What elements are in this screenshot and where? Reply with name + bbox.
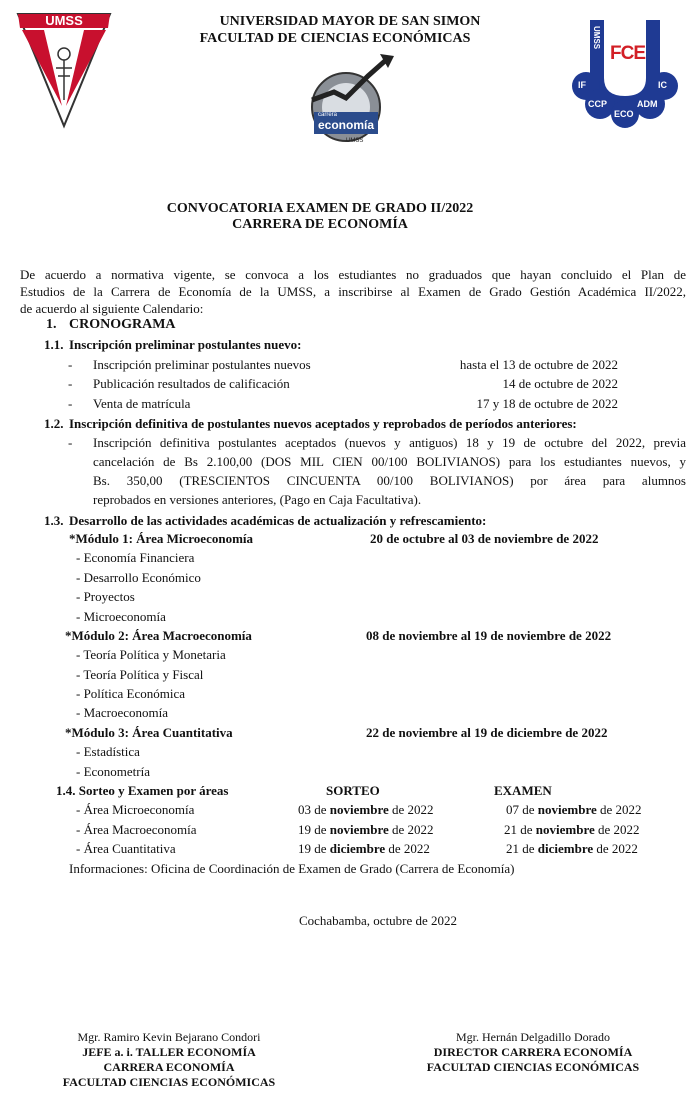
section-1-2-title: Inscripción definitiva de postulantes nuevos aceptados y reprobados de períodos anteriores:: [69, 416, 577, 431]
fce-logo-adm: ADM: [637, 99, 658, 109]
module-3-title: *Módulo 3: Área Cuantitativa: [65, 725, 233, 740]
fce-logo-umss: UMSS: [592, 26, 601, 50]
module-1-item: - Microeconomía: [76, 609, 166, 624]
section-1-4-title: 1.4. Sorteo y Examen por áreas: [56, 783, 229, 798]
fce-logo-ic: IC: [658, 80, 667, 90]
module-1-title: *Módulo 1: Área Microeconomía: [69, 531, 254, 546]
module-2-dates: 08 de noviembre al 19 de noviembre de 2022: [366, 628, 612, 643]
module-2-item: - Macroeconomía: [76, 705, 169, 720]
intro-line1: De acuerdo a normativa vigente, se convoca a los estudiantes no graduados que hayan concluido el Plan de: [20, 267, 686, 282]
col-examen-header: EXAMEN: [494, 783, 552, 798]
section-1-3-title: Desarrollo de las actividades académicas de actualización y refrescamiento:: [69, 513, 487, 528]
s12-dash: -: [68, 435, 73, 450]
section-1-1-number: 1.1.: [44, 337, 64, 352]
s11-item2-date: 14 de octubre de 2022: [502, 376, 618, 391]
signer-role: FACULTAD CIENCIAS ECONÓMICAS: [426, 1060, 640, 1074]
signature-left: [24, 1030, 314, 1090]
module-1-dates: 20 de octubre al 03 de noviembre de 2022: [370, 531, 599, 546]
module-2-title: *Módulo 2: Área Macroeconomía: [65, 628, 252, 643]
fce-logo-letters: FCE: [610, 43, 645, 64]
table-row-area: - Área Cuantitativa: [76, 841, 176, 856]
module-2-item: - Teoría Política y Monetaria: [76, 647, 226, 662]
s11-item1-dash: -: [68, 357, 73, 372]
table-row-area: - Área Macroeconomía: [76, 822, 197, 837]
s12-line1: Inscripción definitiva postulantes aceptados (nuevos y antiguos) 18 y 19 de octubre del 2022, previa: [93, 435, 686, 450]
intro-line2: Estudios de la Carrera de Economía de la UMSS, a inscribirse al Examen de Grado Gestión Académica II/2022,: [20, 284, 686, 299]
s12-line3: Bs. 350,00 (TRESCIENTOS CINCUENTA 00/100 BOLIVIANOS) por área para alumnos: [93, 473, 686, 488]
module-1-item: - Desarrollo Económico: [76, 570, 201, 585]
s11-item1-label: Inscripción preliminar postulantes nuevos: [93, 357, 311, 372]
place-date: Cochabamba, octubre de 2022: [298, 913, 458, 928]
s12-line4: reprobados en versiones anteriores, (Pago en Caja Facultativa).: [93, 492, 422, 507]
module-1-item: - Proyectos: [76, 589, 135, 604]
sorteo-date: 19 de noviembre de 2022: [298, 822, 434, 837]
faculty-name: FACULTAD DE CIENCIAS ECONÓMICAS: [199, 31, 471, 46]
s11-item2-dash: -: [68, 376, 73, 391]
examen-date: 07 de noviembre de 2022: [506, 802, 642, 817]
sorteo-date: 19 de diciembre de 2022: [298, 841, 430, 856]
fce-logo-if: IF: [578, 80, 586, 90]
module-1-item: - Economía Financiera: [76, 550, 195, 565]
intro-line3: de acuerdo al siguiente Calendario:: [20, 301, 204, 316]
university-name: UNIVERSIDAD MAYOR DE SAN SIMON: [219, 14, 481, 29]
signer-name: Mgr. Ramiro Kevin Bejarano Condori: [77, 1030, 261, 1044]
signature-right: [388, 1030, 678, 1075]
signer-role: DIRECTOR CARRERA ECONOMÍA: [433, 1045, 633, 1059]
module-2-item: - Teoría Política y Fiscal: [76, 667, 204, 682]
section-1-3-number: 1.3.: [44, 513, 64, 528]
section-1-1-title: Inscripción preliminar postulantes nuevo:: [69, 337, 302, 352]
gear-chart-icon: [306, 52, 396, 152]
fce-logo: [566, 16, 684, 128]
s11-item3-dash: -: [68, 396, 73, 411]
module-2-item: - Política Económica: [76, 686, 186, 701]
umss-logo-text: UMSS: [45, 13, 83, 28]
section-1-title: CRONOGRAMA: [69, 317, 176, 332]
signer-role: JEFE a. i. TALLER ECONOMÍA: [82, 1045, 256, 1059]
module-3-item: - Econometría: [76, 764, 150, 779]
doc-title-line2: CARRERA DE ECONOMÍA: [232, 217, 408, 232]
economia-logo-text: economía: [318, 118, 375, 132]
section-1-number: 1.: [46, 317, 57, 332]
s11-item1-date: hasta el 13 de octubre de 2022: [459, 357, 618, 372]
examen-date: 21 de noviembre de 2022: [504, 822, 640, 837]
economia-logo-footer: UMSS: [346, 138, 364, 144]
table-row-area: - Área Microeconomía: [76, 802, 195, 817]
economia-logo: [306, 52, 396, 152]
doc-title-line1: CONVOCATORIA EXAMEN DE GRADO II/2022: [166, 201, 474, 216]
section-1-2-number: 1.2.: [44, 416, 64, 431]
umss-logo: [14, 10, 114, 130]
s11-item3-date: 17 y 18 de octubre de 2022: [476, 396, 618, 411]
module-3-item: - Estadística: [76, 744, 140, 759]
info-line: Informaciones: Oficina de Coordinación de Examen de Grado (Carrera de Economía): [69, 861, 515, 876]
signer-role: CARRERA ECONOMÍA: [103, 1060, 235, 1074]
umss-shield-icon: [14, 10, 114, 130]
s11-item2-label: Publicación resultados de calificación: [93, 376, 290, 391]
s12-line2: cancelación de Bs 2.100,00 (DOS MIL CIEN 00/100 BOLIVIANOS) para los estudiantes nuevos, y: [93, 454, 686, 469]
module-3-dates: 22 de noviembre al 19 de diciembre de 2022: [366, 725, 608, 740]
signer-role: FACULTAD CIENCIAS ECONÓMICAS: [62, 1075, 276, 1089]
economia-logo-small: carrera: [318, 112, 338, 118]
examen-date: 21 de diciembre de 2022: [506, 841, 638, 856]
signer-name: Mgr. Hernán Delgadillo Dorado: [456, 1030, 610, 1044]
col-sorteo-header: SORTEO: [326, 783, 380, 798]
fce-logo-eco: ECO: [614, 109, 634, 119]
fce-logo-ccp: CCP: [588, 99, 608, 109]
s11-item3-label: Venta de matrícula: [93, 396, 191, 411]
sorteo-date: 03 de noviembre de 2022: [298, 802, 434, 817]
